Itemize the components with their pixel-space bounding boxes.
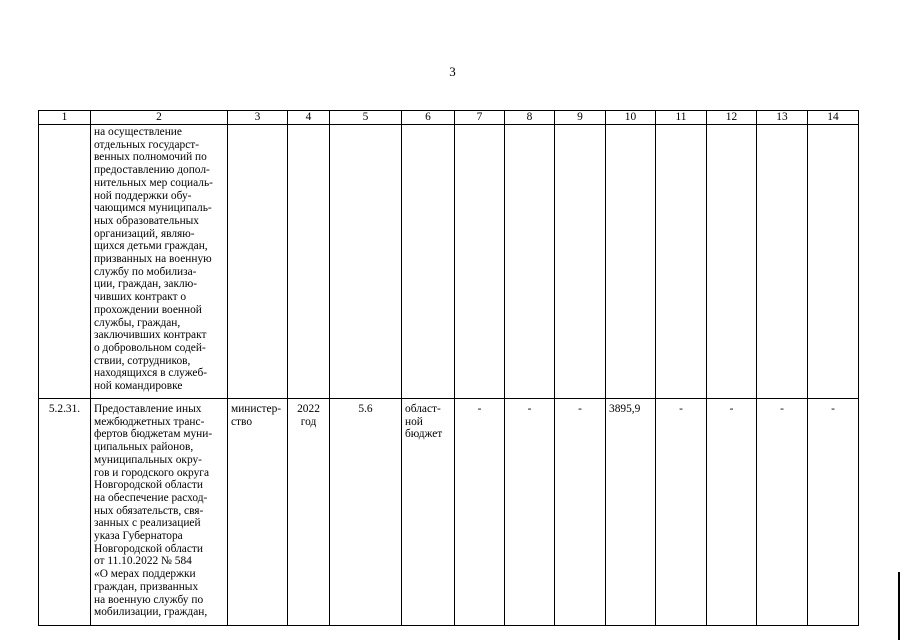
row-number	[39, 125, 91, 399]
row-target: 5.6	[330, 399, 402, 626]
row-col7	[455, 125, 505, 399]
row-year: 2022 год	[288, 399, 330, 626]
row-col9: -	[555, 399, 606, 626]
col-header-7: 7	[455, 111, 505, 125]
row-col13: -	[757, 399, 808, 626]
row-col12	[707, 125, 757, 399]
row-col7: -	[455, 399, 505, 626]
row-col10: 3895,9	[606, 399, 656, 626]
row-col13	[757, 125, 808, 399]
row-col14	[808, 125, 859, 399]
col-header-10: 10	[606, 111, 656, 125]
row-description: Предоставление иных межбюджетных транс- фертов бюджетам муни- ципальных районов, муниципальных окру- гов и городского округа Новгородской области на обеспечение расход- ных обязательств, свя- занных с реализацией указа Губернатора Новгородской области от 11.10.2022 № 584 «О мерах поддержки граждан, призванных на военную службу по мобилизации, граждан,	[91, 399, 228, 626]
col-header-11: 11	[656, 111, 707, 125]
row-col9	[555, 125, 606, 399]
row-col10	[606, 125, 656, 399]
row-number: 5.2.31.	[39, 399, 91, 626]
col-header-13: 13	[757, 111, 808, 125]
row-year	[288, 125, 330, 399]
col-header-6: 6	[402, 111, 455, 125]
row-col11: -	[656, 399, 707, 626]
col-header-3: 3	[228, 111, 288, 125]
col-header-1: 1	[39, 111, 91, 125]
table-row	[39, 125, 859, 399]
col-header-14: 14	[808, 111, 859, 125]
col-header-8: 8	[505, 111, 555, 125]
row-col8	[505, 125, 555, 399]
row-target	[330, 125, 402, 399]
header-row	[39, 111, 859, 125]
row-col12: -	[707, 399, 757, 626]
col-header-9: 9	[555, 111, 606, 125]
row-col8: -	[505, 399, 555, 626]
row-executor: министер- ство	[228, 399, 288, 626]
row-col14: -	[808, 399, 859, 626]
col-header-2: 2	[91, 111, 228, 125]
row-source	[402, 125, 455, 399]
table-row	[39, 399, 859, 626]
row-source: област- ной бюджет	[402, 399, 455, 626]
page-number: 3	[449, 64, 456, 79]
col-header-5: 5	[330, 111, 402, 125]
row-executor	[228, 125, 288, 399]
col-header-4: 4	[288, 111, 330, 125]
col-header-12: 12	[707, 111, 757, 125]
row-col11	[656, 125, 707, 399]
row-description: на осуществление отдельных государст- венных полномочий по предоставлению допол- нительных мер социаль- ной поддержки обу- чающимся муниципаль- ных образовательных организаций, являю- щихся детьми граждан, призванных на военную службу по мобилиза- ции, граждан, заклю- чивших контракт о прохождении военной службы, граждан, заключивших контракт о добровольном содей- ствии, сотрудников, находящихся в служеб- ной командировке	[91, 125, 228, 399]
scan-edge-mark	[898, 572, 905, 640]
program-table	[38, 110, 859, 626]
